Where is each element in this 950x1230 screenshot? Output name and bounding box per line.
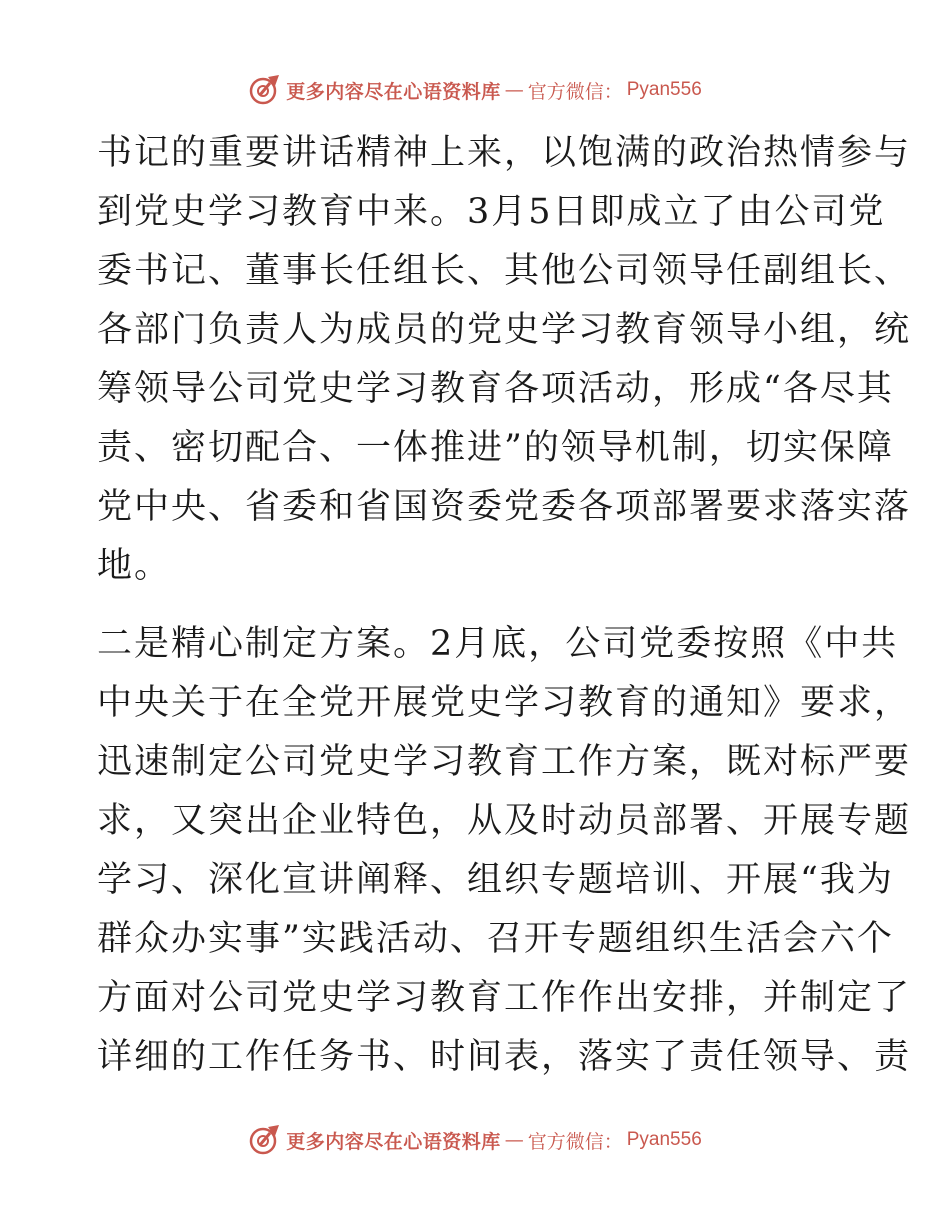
watermark-official-label: 官方微信： (527, 80, 623, 103)
text-line: 详细的工作任务书、时间表，落实了责任领导、责 (97, 1037, 912, 1077)
text-line: 方面对公司党史学习教育工作作出安排，并制定了 (97, 978, 912, 1018)
text-line: 筹领导公司党史学习教育各项活动，形成“各尽其 (97, 369, 894, 409)
watermark-account: Pyan556 (626, 79, 702, 100)
text-line: 地。 (97, 546, 172, 586)
watermark-dash: — (504, 1129, 524, 1151)
text-line: 迅速制定公司党史学习教育工作方案，既对标严要 (97, 742, 912, 782)
text-line: 党中央、省委和省国资委党委各项部署要求落实落 (97, 487, 912, 527)
text-line: 书记的重要讲话精神上来，以饱满的政治热情参与 (97, 133, 912, 173)
pen-logo-icon (248, 1123, 282, 1157)
watermark-brand: 更多内容尽在心语资料库 (286, 80, 501, 103)
text-line: 求，又突出企业特色，从及时动员部署、开展专题 (97, 801, 912, 841)
footer-watermark (0, 1120, 950, 1160)
watermark-brand: 更多内容尽在心语资料库 (286, 1130, 501, 1153)
watermark-official-label: 官方微信： (527, 1130, 623, 1153)
text-line: 二是精心制定方案。2月底，公司党委按照《中共 (97, 624, 899, 664)
document-body (97, 124, 912, 1087)
text-line: 责、密切配合、一体推进”的领导机制，切实保障 (97, 428, 894, 468)
text-line: 学习、深化宣讲阐释、组织专题培训、开展“我为 (97, 860, 894, 900)
pen-logo-icon (248, 73, 282, 107)
watermark-dash: — (504, 79, 524, 101)
header-watermark (0, 70, 950, 110)
text-line: 群众办实事”实践活动、召开专题组织生活会六个 (97, 919, 894, 959)
text-line: 各部门负责人为成员的党史学习教育领导小组，统 (97, 310, 912, 350)
watermark-account: Pyan556 (626, 1129, 702, 1150)
text-line: 中央关于在全党开展党史学习教育的通知》要求， (97, 683, 912, 723)
text-line: 委书记、董事长任组长、其他公司领导任副组长、 (97, 251, 912, 291)
text-line: 到党史学习教育中来。3月5日即成立了由公司党 (97, 192, 886, 232)
